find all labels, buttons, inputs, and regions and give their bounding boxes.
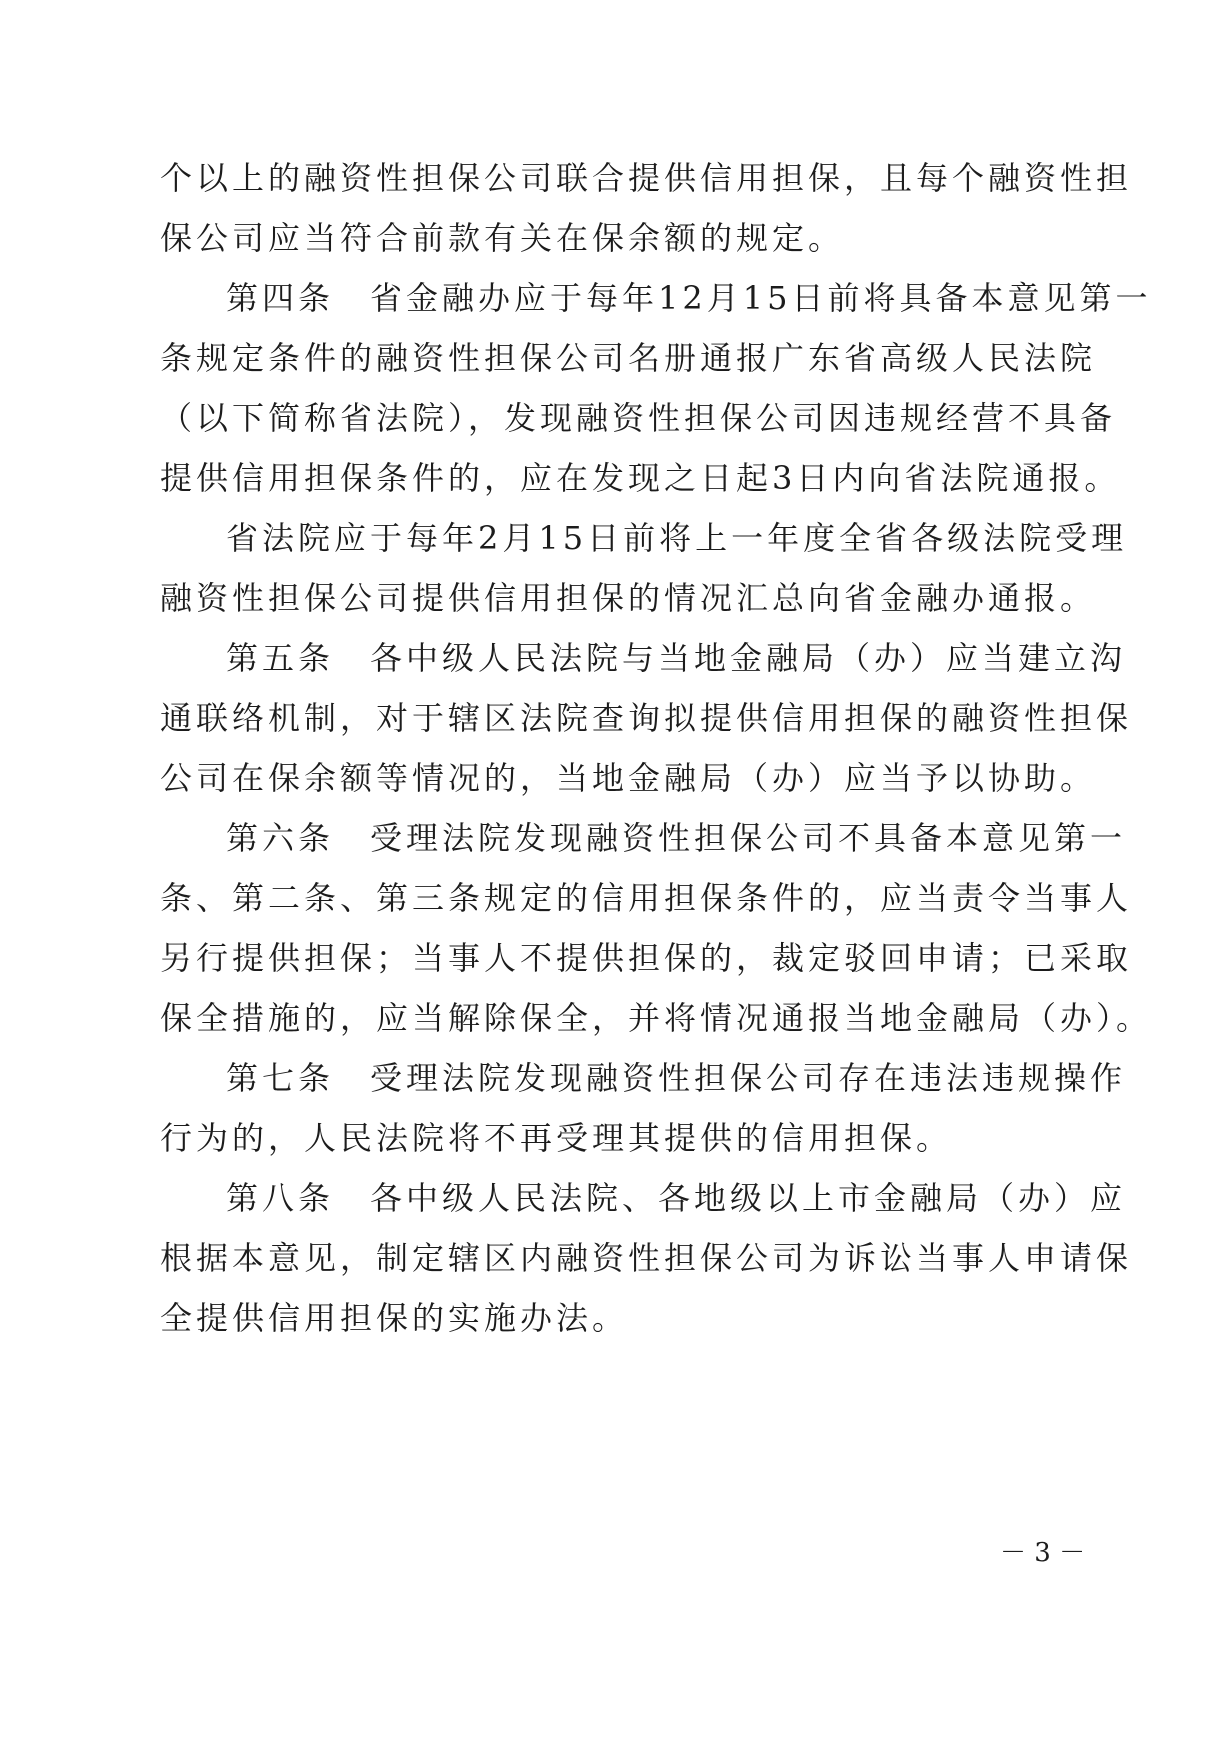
text-line: 行为的，人民法院将不再受理其提供的信用担保。 [160, 1119, 953, 1157]
article-5-line: 第五条 各中级人民法院与当地金融局（办）应当建立沟 [226, 639, 1127, 677]
text-line: 公司在保余额等情况的，当地金融局（办）应当予以协助。 [160, 759, 1097, 797]
article-7-line: 第七条 受理法院发现融资性担保公司存在违法违规操作 [226, 1059, 1127, 1097]
text-line: 通联络机制，对于辖区法院查询拟提供信用担保的融资性担保 [160, 699, 1133, 737]
paragraph-line: 省法院应于每年2月15日前将上一年度全省各级法院受理 [226, 519, 1128, 557]
text-line: （以下简称省法院），发现融资性担保公司因违规经营不具备 [160, 399, 1117, 437]
text-line: 另行提供担保；当事人不提供担保的，裁定驳回申请；已采取 [160, 939, 1133, 977]
article-4-line: 第四条 省金融办应于每年12月15日前将具备本意见第一 [226, 279, 1152, 317]
text-line: 融资性担保公司提供信用担保的情况汇总向省金融办通报。 [160, 579, 1097, 617]
text-line: 提供信用担保条件的，应在发现之日起3日内向省法院通报。 [160, 459, 1121, 497]
text-line: 条规定条件的融资性担保公司名册通报广东省高级人民法院 [160, 339, 1097, 377]
text-line: 个以上的融资性担保公司联合提供信用担保，且每个融资性担 [160, 159, 1133, 197]
text-line: 全提供信用担保的实施办法。 [160, 1299, 629, 1337]
text-line: 保全措施的，应当解除保全，并将情况通报当地金融局（办）。 [160, 999, 1153, 1037]
text-line: 保公司应当符合前款有关在保余额的规定。 [160, 219, 845, 257]
article-6-line: 第六条 受理法院发现融资性担保公司不具备本意见第一 [226, 819, 1127, 857]
text-line: 条、第二条、第三条规定的信用担保条件的，应当责令当事人 [160, 879, 1133, 917]
text-line: 根据本意见，制定辖区内融资性担保公司为诉讼当事人申请保 [160, 1239, 1133, 1277]
page-number: － 3 － [1000, 1538, 1086, 1568]
article-8-line: 第八条 各中级人民法院、各地级以上市金融局（办）应 [226, 1179, 1127, 1217]
